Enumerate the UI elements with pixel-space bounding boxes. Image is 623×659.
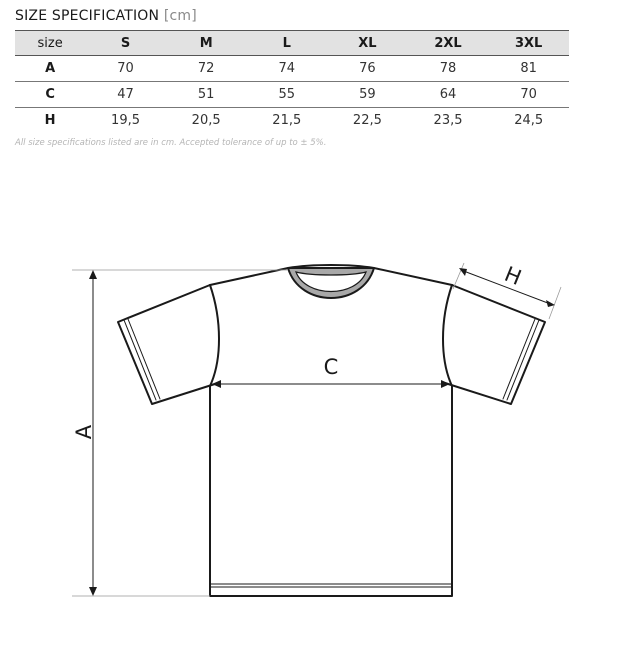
right-shoulder-line	[374, 268, 452, 285]
cell-a-m: 72	[197, 61, 215, 76]
dimension-a	[72, 270, 288, 596]
tshirt-collar	[288, 265, 374, 298]
title-text: SIZE SPECIFICATION	[15, 8, 160, 24]
cell-c-xl: 59	[359, 87, 376, 102]
cell-a-xl: 76	[359, 61, 376, 76]
label-h: H	[501, 261, 525, 291]
cell-a-s: 70	[117, 61, 134, 76]
cell-a-l: 74	[278, 61, 296, 76]
right-sleeve-hem	[503, 319, 539, 400]
cell-a-2xl: 78	[439, 61, 457, 76]
cell-h-3xl: 24,5	[514, 113, 544, 128]
right-sleeve-outline	[445, 285, 545, 404]
tolerance-note: All size specifications listed are in cm. Accepted tolerance of up to ± 5%.	[15, 138, 327, 148]
hem-stitch-line	[210, 584, 452, 587]
dimension-c	[212, 380, 450, 388]
cell-h-s: 19,5	[111, 113, 140, 128]
left-sleeve-outline	[118, 285, 218, 404]
label-c: C	[323, 355, 339, 379]
row-label-a: A	[45, 61, 56, 76]
header-cell-size: size	[37, 35, 63, 51]
row-label-h: H	[44, 113, 56, 128]
cell-a-3xl: 81	[520, 61, 537, 76]
cell-h-l: 21,5	[272, 113, 302, 128]
cell-c-l: 55	[278, 87, 296, 102]
tshirt-body-outline	[210, 386, 452, 596]
cell-h-xl: 22,5	[352, 113, 382, 128]
cell-h-m: 20,5	[191, 113, 221, 128]
cell-h-2xl: 23,5	[433, 113, 463, 128]
header-cell-s: S	[120, 35, 131, 51]
header-cell-2xl: 2XL	[434, 35, 462, 51]
label-a: A	[72, 424, 96, 440]
unit-label: [cm]	[163, 8, 197, 24]
left-shoulder-line	[210, 268, 288, 285]
left-sleeve-hem	[124, 319, 160, 400]
right-armhole-seam	[443, 285, 452, 386]
cell-c-3xl: 70	[520, 87, 537, 102]
cell-c-s: 47	[117, 87, 134, 102]
header-cell-3xl: 3XL	[514, 35, 543, 51]
header-cell-m: M	[199, 35, 213, 51]
cell-c-m: 51	[197, 87, 215, 102]
cell-c-2xl: 64	[439, 87, 457, 102]
header-cell-xl: XL	[358, 35, 377, 51]
header-cell-l: L	[282, 35, 291, 51]
row-label-c: C	[45, 87, 55, 102]
left-armhole-seam	[210, 285, 219, 386]
